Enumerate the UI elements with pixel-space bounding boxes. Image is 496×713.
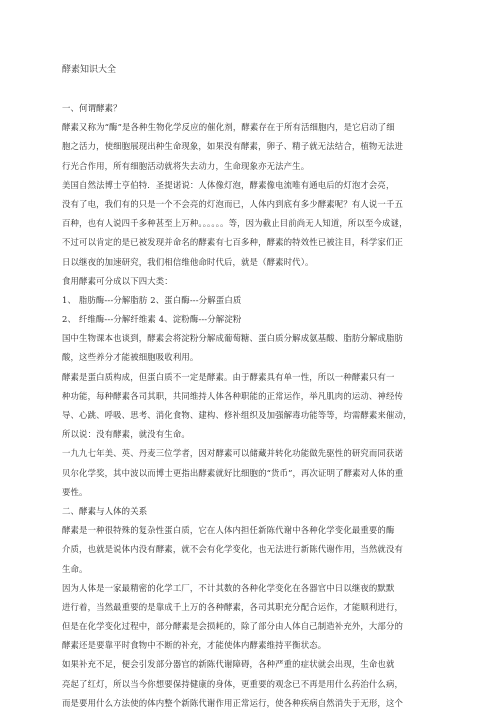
paragraph-line: 进行着，当然最重要的是靠成千上万的各种酵素，各司其职充分配合运作，才能顺利进行， — [62, 601, 403, 612]
paragraph-line: 一九九七年美、英、丹麦三位学者，因对酵素可以储藏并转化功能做先驱性的研究而同获诺 — [62, 448, 403, 459]
paragraph-line: 百种，也有人说四千多种甚至上万种。。。。。。等，因为截止目前尚无人知道，所以至今成谜， — [62, 218, 408, 229]
paragraph-line: 美国自然法博士亨伯特．圣提诺说：人体像灯泡，酵素像电流唯有通电后的灯泡才会亮， — [62, 179, 395, 190]
paragraph-line: 所以说：没有酵素，就没有生命。 — [62, 429, 190, 440]
paragraph-line: 酸，这些养分才能被细胞吸收利用。 — [62, 352, 199, 363]
paragraph-line: 食用酵素可分成以下四大类： — [62, 275, 173, 286]
paragraph-line: 亮起了红灯，所以当今你想要保持健康的身体，更重要的观念已不再是用什么药治什么病， — [62, 678, 403, 689]
paragraph-line: 酵素是一种很特殊的复杂性蛋白质，它在人体内担任新陈代谢中各种化学变化最重要的酶 — [62, 525, 395, 536]
paragraph-line: 如果补充不足，便会引发部分器官的新陈代谢障碍，各种严重的症状就会出现，生命也就 — [62, 659, 395, 670]
paragraph-line: 而是要用什么方法使的体内整个新陈代谢作用正常运行，使各种疾病自然消失于无形，这个 — [62, 697, 403, 708]
paragraph-line: 种功能，每种酵素各司其职，共同维持人体各种职能的正常运作，举凡肌肉的运动、神经传 — [62, 390, 403, 401]
paragraph-line: 行光合作用，所有细胞活动就将失去动力，生命现象亦无法产生。 — [62, 160, 310, 171]
paragraph-line: 没有了电，我们有的只是一个不会亮的灯泡而已，人体内到底有多少酵素呢？有人说一千五 — [62, 198, 403, 209]
paragraph-line: 要性。 — [62, 486, 88, 497]
paragraph-line: 日以继夜的加速研究，我们相信维他命时代后，就是（酵素时代）。 — [62, 256, 314, 267]
paragraph-line: 生命。 — [62, 563, 88, 574]
document-title: 酵素知识大全 — [62, 65, 117, 75]
paragraph-line: 酵素是蛋白质构成，但蛋白质不一定是酵素。由于酵素具有单一性，所以一种酵素只有一 — [62, 371, 395, 382]
paragraph-line: 酵素又称为“酶”是各种生物化学反应的催化剂，酵素存在于所有活细胞内，是它启动了细 — [62, 122, 395, 133]
document-body — [62, 99, 438, 713]
paragraph-line: 导、心跳、呼吸、思考、消化食物、建构、修补组织及加强解毒功能等等，均需酵素来催动， — [62, 410, 412, 420]
section-heading: 一、何谓酵素？ — [62, 103, 122, 113]
paragraph-line: 国中生物课本也谈到，酵素会将淀粉分解成葡萄糖、蛋白质分解成氨基酸、脂肪分解成脂肪 — [62, 333, 403, 344]
section-heading: 二、酵素与人体的关系 — [62, 505, 148, 516]
paragraph-line: 贝尔化学奖，其中波以而博士更指出酵素就好比细胞的“货币”，再次证明了酵素对人体的重 — [62, 467, 404, 478]
paragraph-line: 介质，也就是说体内没有酵素，就不会有化学变化，也无法进行新陈代谢作用，当然就没有 — [62, 544, 403, 555]
paragraph-line: 2、 纤维酶---分解纤维素 4、淀粉酶---分解淀粉 — [62, 314, 242, 325]
paragraph-line: 但是在化学变化过程中，部分酵素是会损耗的，除了部分由人体自己制造补充外，大部分的 — [62, 621, 403, 632]
paragraph-line: 不过可以肯定的是已被发现并命名的酵素有七百多种，酵素的特效性已被注目，科学家们正 — [62, 237, 403, 248]
paragraph-line: 因为人体是一家最精密的化学工厂，不计其数的各种化学变化在各器官中日以继夜的默默 — [62, 582, 395, 593]
paragraph-line: 胞之活力，使细胞展现出种生命现象，如果没有酵素，卵子、精子就无法结合，植物无法进 — [62, 141, 403, 152]
paragraph-line: 1、 脂肪酶---分解脂肪 2、蛋白酶---分解蛋白质 — [62, 294, 242, 305]
paragraph-line: 酵素还是要靠平时食物中不断的补充，才能使体内酵素维持平衡状态。 — [62, 640, 327, 651]
